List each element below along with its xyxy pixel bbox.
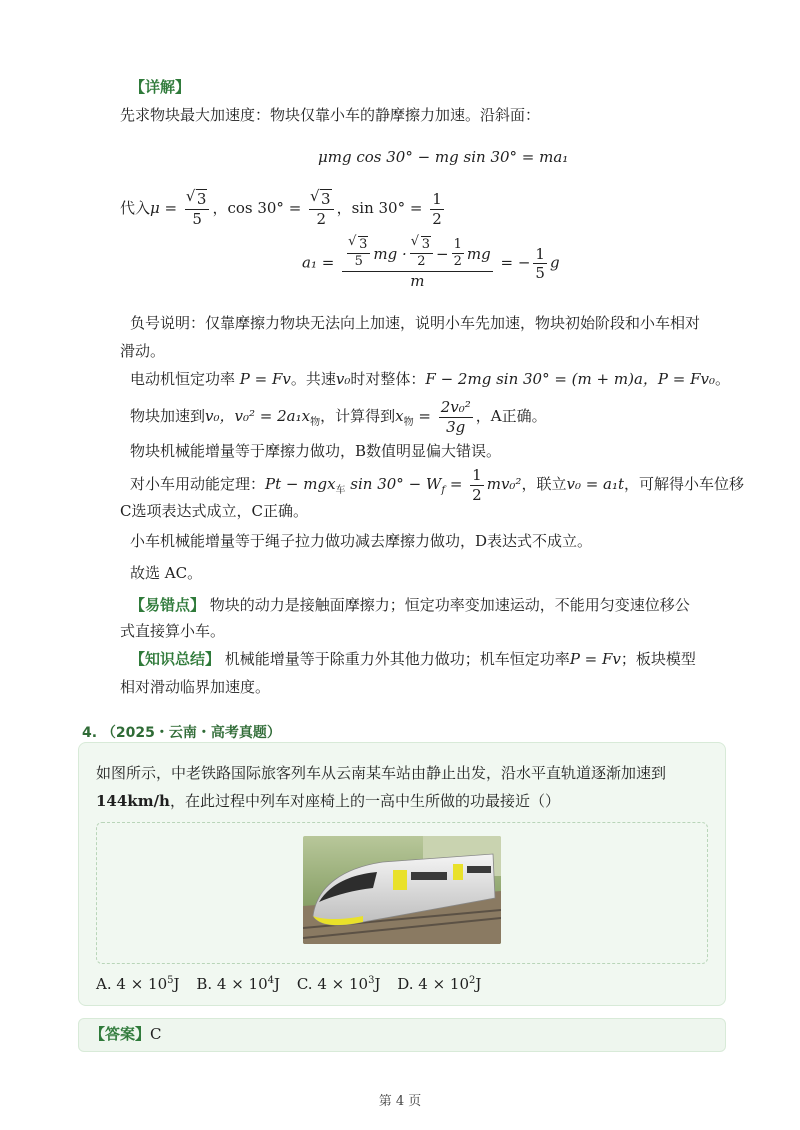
kinetic-line-2: C选项表达式成立，C正确。 — [120, 502, 308, 520]
a1-num-c: mg — [466, 244, 491, 263]
options-row — [96, 970, 481, 995]
option-a[interactable]: A. $4 \times 10^5J$ — [96, 975, 180, 993]
a1-big-fraction — [342, 238, 493, 289]
sin-fraction — [430, 191, 444, 227]
option-b[interactable]: B. $4 \times 10^4J$ — [196, 975, 281, 993]
power-eq: P = Fv — [239, 370, 291, 388]
neg-note-1: 负号说明：仅靠摩擦力物块无法向上加速，说明小车先加速，物块初始阶段和小车相对 — [130, 314, 701, 332]
option-c[interactable]: C. $4 \times 10^3J$ — [296, 975, 381, 993]
question-title: 4. （2025・云南・高考真题） — [82, 725, 281, 741]
a1-num-a: mg · — [373, 244, 407, 263]
a1-rhs-g: g — [549, 253, 560, 272]
accel-line: 物块加速到v₀，$v_0^2 = 2a_1x_物$，计算得到$x_物$ = $\frac{\text{2v₀²}}{3g}$ ，A正确。 — [130, 398, 547, 436]
power-line: 电动机恒定功率 P = Fv。共速v₀时对整体：F − 2mg sin 30° = (m + m)a，P = Fv₀。 — [130, 370, 730, 388]
kinetic-fraction: $\frac{1}{2}$ — [472, 466, 482, 504]
energy-b-line: 物块机械能增量等于摩擦力做功，B数值明显偏大错误。 — [130, 442, 502, 460]
train-illustration — [303, 836, 501, 944]
option-d[interactable]: D. $4 \times 10^2J$ — [397, 975, 482, 993]
answer-box — [78, 1018, 726, 1052]
substitution-line — [120, 188, 447, 228]
sin-num: 1 — [432, 190, 442, 208]
knowledge-line-2: 相对滑动临界加速度。 — [120, 678, 271, 696]
energy-d-line: 小车机械能增量等于绳子拉力做功减去摩擦力做功，D表达式不成立。 — [130, 532, 593, 550]
mu-fraction — [185, 191, 210, 227]
answer-label: 【答案】 — [90, 1025, 151, 1043]
mu-lhs: μ = — [150, 199, 178, 217]
equation-1: μmg cos 30° − mg sin 30° = ma₁ — [318, 148, 569, 166]
question-text-1: 如图所示，中老铁路国际旅客列车从云南某车站由静止出发，沿水平直轨道逐渐加速到 — [96, 764, 667, 782]
train-image — [303, 836, 501, 944]
cos-num: 3 — [321, 190, 331, 208]
subst-prefix: 代入 — [120, 199, 151, 217]
mu-den: 5 — [192, 209, 202, 228]
knowledge-line-1: 【知识总结】 机械能增量等于除重力外其他力做功；机车恒定功率P = Fv；板块模型 — [130, 650, 696, 668]
a1-rhs-fraction: $\frac{1}{5}$ — [535, 244, 545, 283]
error-label: 【易错点】 — [130, 596, 206, 614]
error-line-1: 【易错点】 物块的动力是接触面摩擦力；恒定功率变加速运动，不能用匀变速位移公 — [130, 596, 690, 614]
page-number: 第 4 页 — [378, 1094, 422, 1109]
power-eq-2: F − 2mg sin 30° = (m + m)a，P = Fv₀ — [425, 370, 715, 388]
cos-fraction — [309, 191, 334, 227]
cos-den: 2 — [316, 209, 327, 228]
a1-inner-frac-2: √ $\frac{3}{2}$ — [410, 238, 433, 270]
neg-note-2: 滑动。 — [120, 342, 166, 360]
answer-value: C — [150, 1025, 162, 1043]
explain-header: 【详解】 — [130, 78, 191, 96]
a1-inner-frac-1: √ $\frac{3}{5}$ — [347, 238, 370, 270]
mu-num: 3 — [196, 190, 207, 208]
kinetic-line: 对小车用动能定理：Pt − mgx$_车$ $\sin 30^\circ - W_f$ = $\frac{1}{2}$ mv₀²，联立v₀ = a₁t，可解得小车位移 — [130, 466, 745, 504]
answer-line — [90, 1023, 162, 1045]
a1-den: m — [410, 271, 425, 290]
choose-line: 故选 AC。 — [130, 564, 203, 582]
a1-lhs: a₁ = — [302, 253, 335, 272]
a1-num-b: − — [436, 244, 449, 263]
a1-equation — [302, 238, 560, 289]
error-line-2: 式直接算小车。 — [120, 622, 226, 640]
question-text-2: 144km/h，在此过程中列车对座椅上的一高中生所做的功最接近（） — [96, 792, 560, 810]
accel-eq: v₀² = 2a₁x — [234, 407, 311, 425]
knowledge-label: 【知识总结】 — [130, 650, 221, 668]
a1-inner-frac-3: $\frac{1}{2}$ — [453, 237, 462, 270]
explain-line-1: 先求物块最大加速度：物块仅靠小车的静摩擦力加速。沿斜面： — [120, 106, 541, 124]
cos-lhs: ，cos 30° = — [212, 199, 302, 217]
a1-rhs: = − — [500, 253, 531, 272]
sin-den: 2 — [432, 209, 442, 228]
accel-fraction: $\frac{\text{2v₀²}}{3g}$ — [440, 398, 471, 436]
sin-lhs: ，sin 30° = — [336, 199, 423, 217]
